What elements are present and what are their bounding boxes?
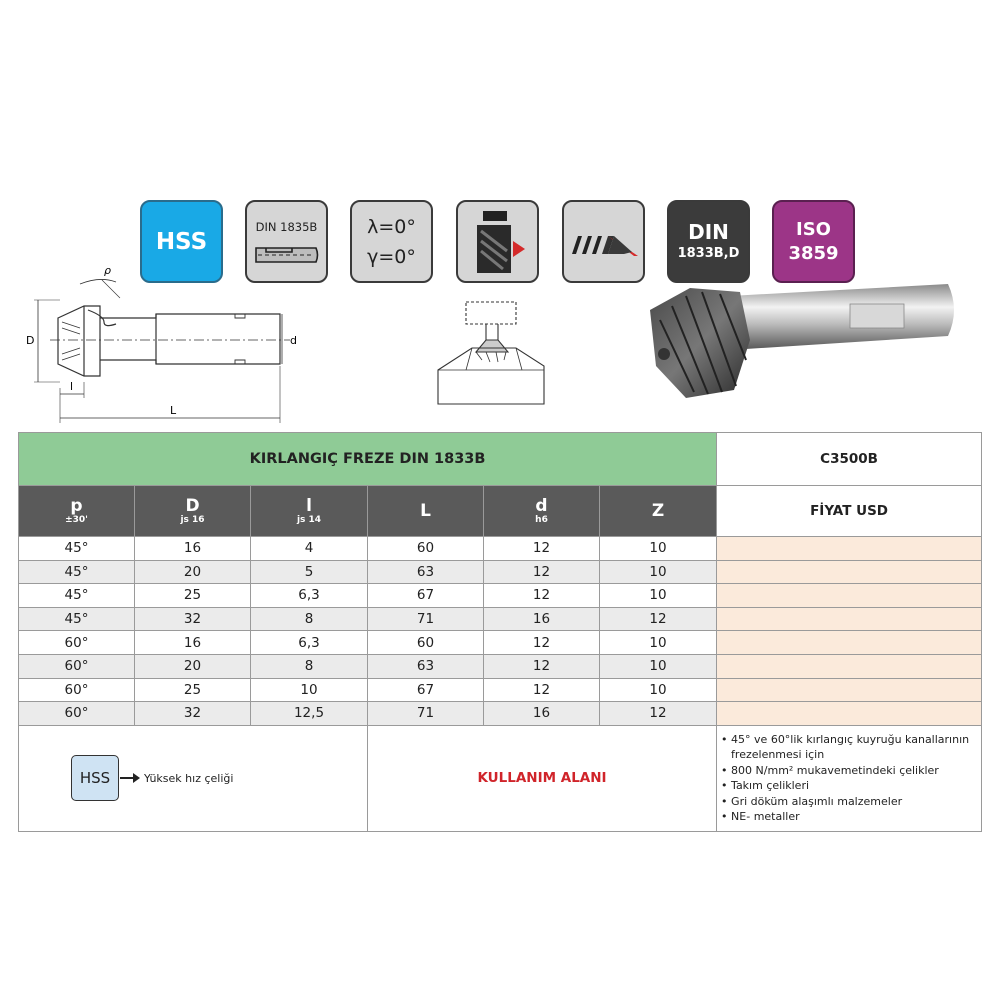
cell-Z: 10 <box>600 678 717 702</box>
cell-D: 20 <box>135 654 251 678</box>
table-row <box>19 560 982 584</box>
column-tolerance: js 14 <box>296 514 322 525</box>
usage-item: • 800 N/mm² mukavemetindeki çelikler <box>731 763 981 779</box>
cell-d: 12 <box>484 678 600 702</box>
price-cell <box>717 654 982 678</box>
cell-Z: 10 <box>600 631 717 655</box>
usage-item: • NE- metaller <box>731 809 981 825</box>
din-1835b-label: DIN 1835B <box>255 220 318 234</box>
cell-p: 60° <box>19 678 135 702</box>
cell-d: 12 <box>484 654 600 678</box>
column-header-D <box>135 486 251 537</box>
cell-D: 16 <box>135 631 251 655</box>
cell-l: 8 <box>251 607 368 631</box>
cell-L: 60 <box>368 537 484 561</box>
price-cell <box>717 584 982 608</box>
rake-angle-badge <box>350 200 433 283</box>
cell-l: 5 <box>251 560 368 584</box>
usage-item: • 45° ve 60°lik kırlangıç kuyruğu kanallarının frezelenmesi için <box>731 732 981 763</box>
price-cell <box>717 678 982 702</box>
cell-Z: 10 <box>600 537 717 561</box>
column-tolerance: h6 <box>535 514 548 525</box>
table-row <box>19 631 982 655</box>
cell-L: 71 <box>368 607 484 631</box>
column-symbol: Z <box>651 501 665 521</box>
table-row <box>19 607 982 631</box>
price-cell <box>717 702 982 726</box>
cutter-product-image <box>630 270 980 420</box>
usage-item: • Gri döküm alaşımlı malzemeler <box>731 794 981 810</box>
hss-badge-label: HSS <box>155 228 208 255</box>
hss-legend <box>19 755 367 801</box>
usage-item: • Takım çelikleri <box>731 778 981 794</box>
cell-d: 12 <box>484 560 600 584</box>
cell-L: 67 <box>368 678 484 702</box>
din-label: DIN <box>688 219 729 244</box>
table-row <box>19 702 982 726</box>
column-symbol: l <box>306 495 312 516</box>
cell-Z: 10 <box>600 654 717 678</box>
cell-p: 45° <box>19 607 135 631</box>
diameter-d-label: d <box>290 334 297 347</box>
price-header: FİYAT USD <box>717 486 982 537</box>
iso-number: 3859 <box>788 242 839 264</box>
price-cell <box>717 560 982 584</box>
usage-list-cell <box>717 725 982 831</box>
spec-table <box>18 432 982 832</box>
cell-d: 16 <box>484 607 600 631</box>
table-row <box>19 654 982 678</box>
cell-L: 63 <box>368 560 484 584</box>
table-row <box>19 678 982 702</box>
cell-d: 16 <box>484 702 600 726</box>
cell-L: 67 <box>368 584 484 608</box>
cell-p: 60° <box>19 631 135 655</box>
cell-p: 45° <box>19 537 135 561</box>
column-tolerance: js 16 <box>180 514 205 525</box>
arrow-right-icon <box>120 777 134 779</box>
cell-l: 12,5 <box>251 702 368 726</box>
cell-d: 12 <box>484 631 600 655</box>
cell-d: 12 <box>484 584 600 608</box>
cell-p: 45° <box>19 584 135 608</box>
column-symbol: L <box>420 501 431 521</box>
iso-label: ISO <box>796 218 831 240</box>
column-header-d <box>484 486 600 537</box>
column-tolerance: ±30' <box>65 514 88 525</box>
din-standard: 1833B,D <box>677 245 740 261</box>
coating-icon <box>456 200 539 283</box>
cell-Z: 12 <box>600 607 717 631</box>
lambda-angle: λ=0° <box>367 215 416 238</box>
dovetail-usage-sketch <box>432 300 552 410</box>
cell-p: 60° <box>19 654 135 678</box>
cell-p: 45° <box>19 560 135 584</box>
cell-D: 32 <box>135 702 251 726</box>
cell-L: 71 <box>368 702 484 726</box>
cell-D: 25 <box>135 584 251 608</box>
cell-l: 6,3 <box>251 631 368 655</box>
usage-title: KULLANIM ALANI <box>368 725 717 831</box>
table-title: KIRLANGIÇ FREZE DIN 1833B <box>19 433 717 486</box>
cell-l: 10 <box>251 678 368 702</box>
price-cell <box>717 537 982 561</box>
price-cell <box>717 607 982 631</box>
cell-l: 8 <box>251 654 368 678</box>
column-header-l <box>251 486 368 537</box>
length-L-label: L <box>170 404 177 417</box>
cell-l: 6,3 <box>251 584 368 608</box>
hss-legend-box: HSS <box>71 755 119 801</box>
diameter-D-label: D <box>26 334 35 347</box>
cell-l: 4 <box>251 537 368 561</box>
price-cell <box>717 631 982 655</box>
cell-p: 60° <box>19 702 135 726</box>
usage-list <box>717 732 981 825</box>
column-header-Z <box>600 486 717 537</box>
cell-Z: 10 <box>600 560 717 584</box>
cell-L: 63 <box>368 654 484 678</box>
column-header-L <box>368 486 484 537</box>
cell-Z: 12 <box>600 702 717 726</box>
cutter-technical-drawing <box>20 258 320 428</box>
rho-label: ρ <box>104 264 111 277</box>
column-symbol: p <box>70 495 83 516</box>
cell-D: 25 <box>135 678 251 702</box>
column-symbol: d <box>535 495 548 516</box>
cell-D: 20 <box>135 560 251 584</box>
table-row <box>19 584 982 608</box>
cell-D: 16 <box>135 537 251 561</box>
hss-legend-text: Yüksek hız çeliği <box>144 771 234 785</box>
cell-Z: 10 <box>600 584 717 608</box>
cell-D: 32 <box>135 607 251 631</box>
column-header-p <box>19 486 135 537</box>
column-symbol: D <box>185 495 200 516</box>
length-l-label: l <box>70 380 74 393</box>
hss-legend-cell <box>19 725 368 831</box>
gamma-angle: γ=0° <box>367 245 416 268</box>
cell-L: 60 <box>368 631 484 655</box>
product-code: C3500B <box>717 433 982 486</box>
table-row <box>19 537 982 561</box>
cell-d: 12 <box>484 537 600 561</box>
